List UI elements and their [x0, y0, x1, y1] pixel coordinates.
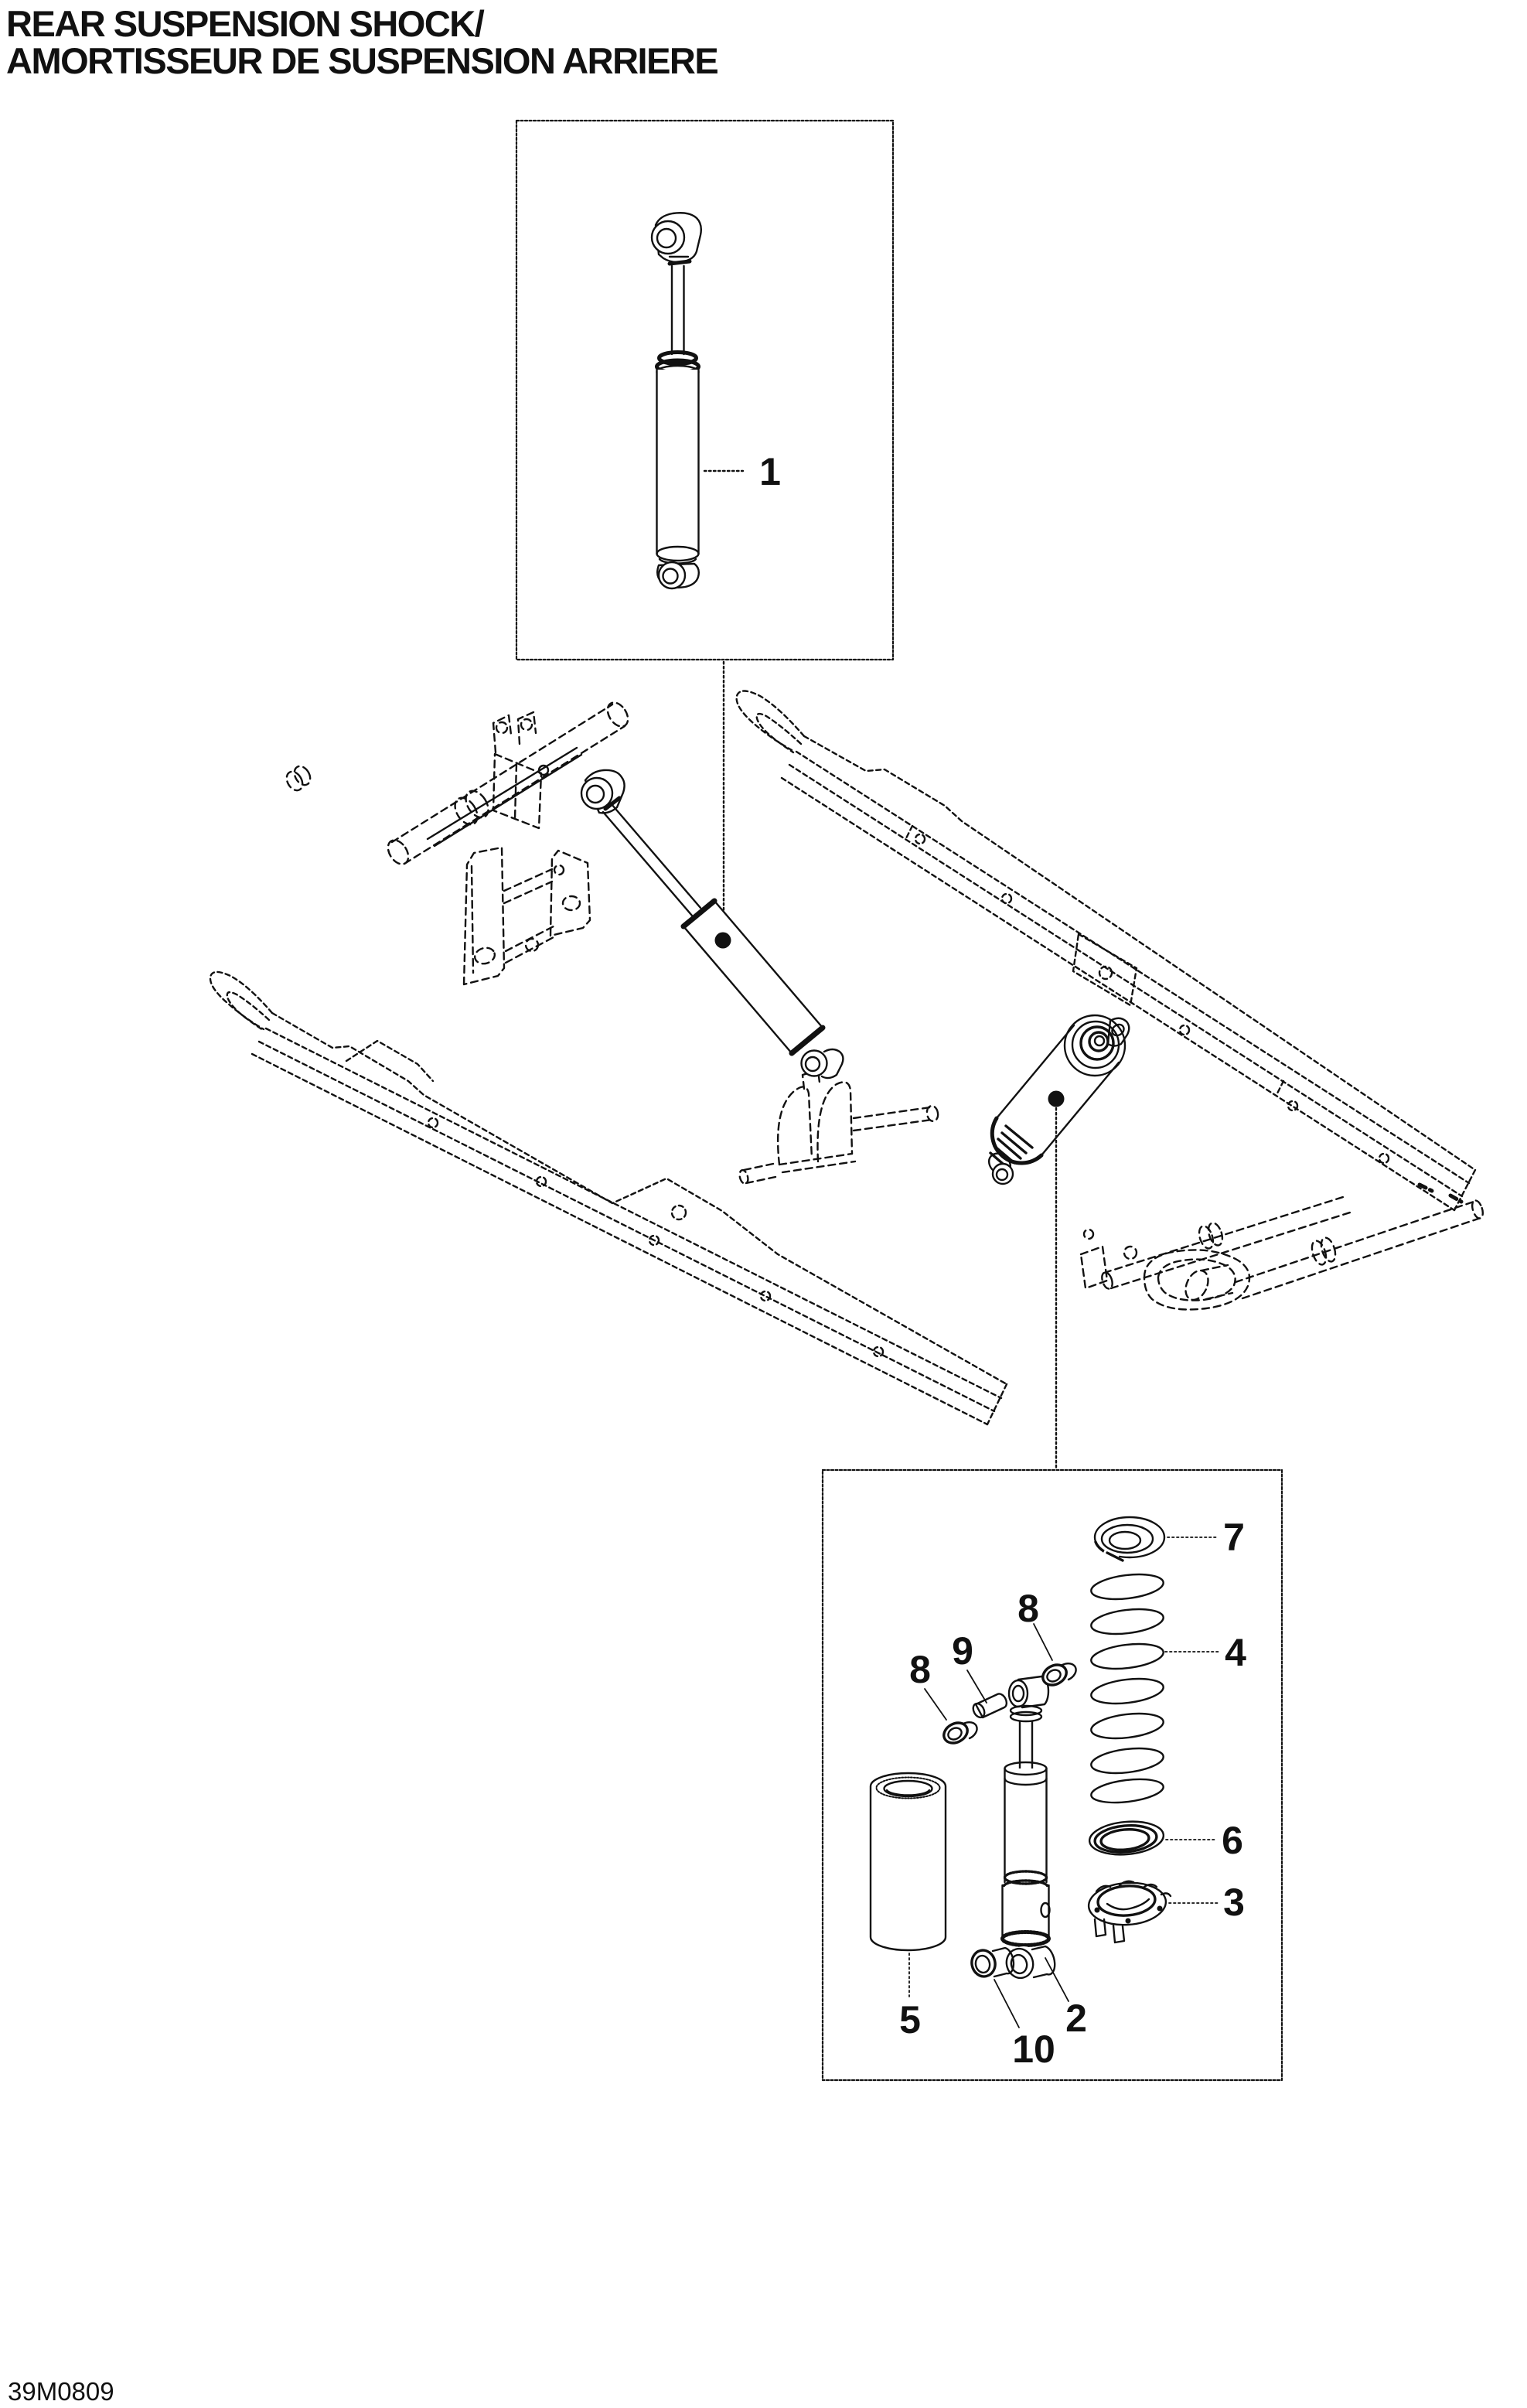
- callout-label-10: 10: [1012, 2028, 1055, 2071]
- callout-label-8-upper: 8: [1017, 1587, 1039, 1630]
- part2-shock-absorber: [1003, 1676, 1055, 1981]
- part6-spring-seat: [1088, 1819, 1164, 1857]
- leader-dot-shock-center: [715, 933, 731, 949]
- title-line-2: AMORTISSEUR DE SUSPENSION ARRIERE: [6, 40, 718, 81]
- part9-spacer-tube: [971, 1693, 1007, 1719]
- rear-axle-bracket: [738, 1070, 939, 1185]
- exploded-view-leaders: [909, 1537, 1219, 2028]
- inset-box-border: [516, 121, 893, 660]
- page-title: [6, 3, 717, 81]
- callout-label-8-left: 8: [909, 1648, 931, 1691]
- left-slide-rail: [210, 972, 1007, 1424]
- part4-coil-spring: [1090, 1571, 1165, 1806]
- callout-label-9: 9: [952, 1629, 973, 1673]
- part5-rubber-sleeve: [871, 1773, 946, 1950]
- callout-leader-9: [967, 1670, 987, 1703]
- exploded-view-box: [823, 1470, 1282, 2080]
- part8-bushing-left: [940, 1719, 977, 1747]
- callout-leader-8-left: [925, 1689, 946, 1720]
- inset-box-part-1: [516, 121, 893, 660]
- rear-shock-installed: [985, 1014, 1129, 1184]
- callout-label-1: 1: [759, 450, 781, 493]
- right-slide-rail: [737, 691, 1475, 1211]
- callout-label-5: 5: [899, 1998, 921, 2041]
- callout-label-7: 7: [1223, 1516, 1245, 1559]
- callout-label-6: 6: [1222, 1819, 1243, 1862]
- drawing-code: 39M0809: [8, 2377, 114, 2406]
- callout-label-3: 3: [1223, 1881, 1245, 1924]
- suspension-assembly-view: [210, 691, 1484, 1468]
- front-arm-shaft-solid-edges: [428, 748, 581, 846]
- callout-label-2: 2: [1065, 1997, 1087, 2040]
- callout-leader-10: [994, 1980, 1019, 2028]
- front-arm-shaft-assembly: [284, 699, 632, 984]
- leader-dot-shock-rear: [1048, 1091, 1065, 1107]
- exploded-view-labels: [899, 1516, 1246, 2071]
- part7-spring-stopper: [1095, 1517, 1164, 1560]
- shock-absorber-part-1-illustration: [652, 213, 701, 588]
- title-line-1: REAR SUSPENSION SHOCK/: [6, 3, 484, 44]
- callout-leader-2: [1045, 1958, 1069, 2001]
- rear-swing-arm-assembly: [1081, 1185, 1484, 1310]
- center-shock-installed: [581, 770, 843, 1078]
- callout-label-4: 4: [1225, 1631, 1246, 1674]
- part3-adjusting-cam: [1087, 1881, 1171, 1942]
